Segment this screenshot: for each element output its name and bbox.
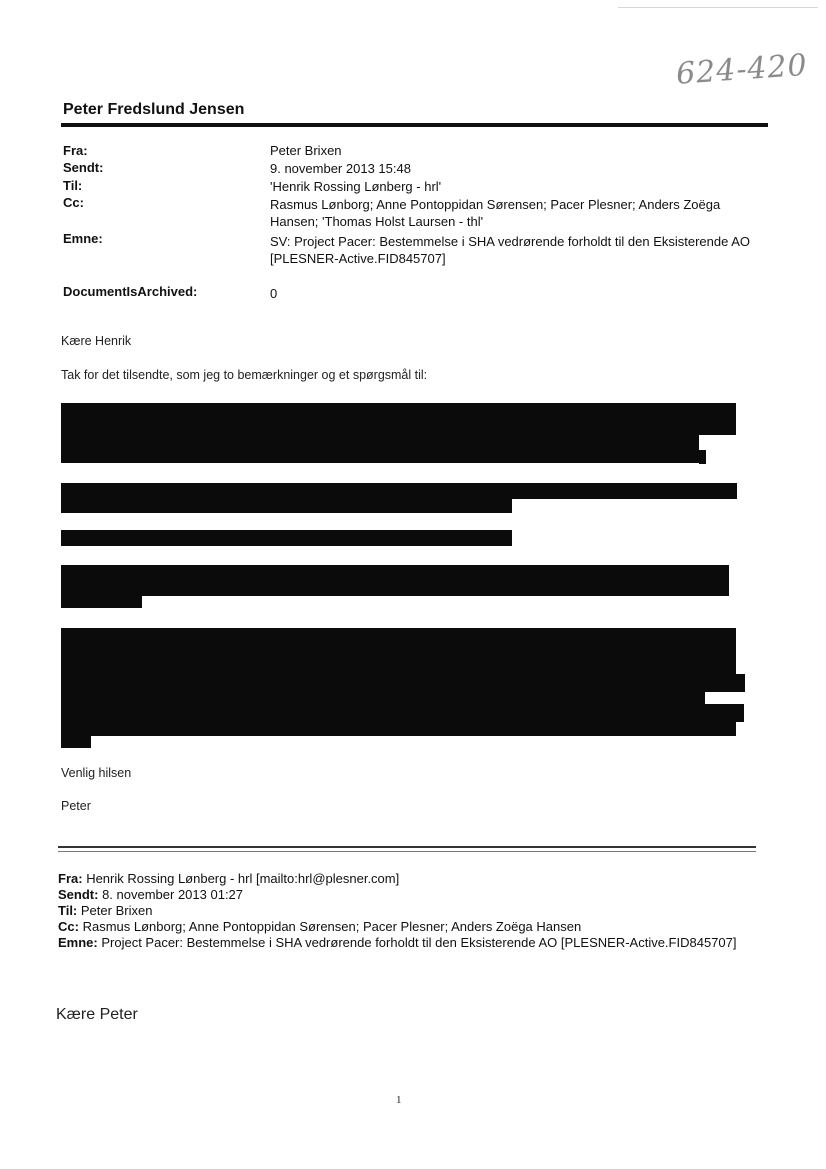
scan-edge-line xyxy=(618,7,818,8)
to-label: Til: xyxy=(63,178,83,193)
archived-label: DocumentIsArchived: xyxy=(63,284,198,299)
page-number: 1 xyxy=(396,1094,402,1106)
cc-value-line2: Hansen; 'Thomas Holst Laursen - thl' xyxy=(270,214,484,229)
closing: Venlig hilsen xyxy=(61,766,132,780)
archived-value: 0 xyxy=(270,286,278,301)
cc-label: Cc: xyxy=(63,195,84,210)
subject-value-line2: [PLESNER-Active.FID845707] xyxy=(270,251,446,266)
salutation: Kære Henrik xyxy=(61,334,132,348)
forwarded-sent: Sendt: 8. november 2013 01:27 xyxy=(58,887,244,902)
separator-line-thin xyxy=(58,851,756,852)
heading-rule xyxy=(61,123,768,127)
sent-label: Sendt: xyxy=(63,160,104,175)
sent-value: 9. november 2013 15:48 xyxy=(270,161,411,176)
separator-line xyxy=(58,846,756,848)
forwarded-cc: Cc: Rasmus Lønborg; Anne Pontoppidan Sørensen; Pacer Plesner; Anders Zoëga Hansen xyxy=(58,919,582,934)
cc-value-line1: Rasmus Lønborg; Anne Pontoppidan Sørensen; Pacer Plesner; Anders Zoëga xyxy=(270,197,721,212)
signature: Peter xyxy=(61,799,91,813)
document-heading: Peter Fredslund Jensen xyxy=(63,101,245,118)
to-value: 'Henrik Rossing Lønberg - hrl' xyxy=(270,179,442,194)
handwritten-stamp: 624-420 xyxy=(674,47,809,92)
forwarded-subject: Emne: Project Pacer: Bestemmelse i SHA vedrørende forholdt til den Eksisterende AO [PLESNER-Active.FID845707] xyxy=(58,935,737,950)
forwarded-salutation: Kære Peter xyxy=(56,1006,138,1023)
from-label: Fra: xyxy=(63,143,88,158)
subject-label: Emne: xyxy=(63,231,103,246)
from-value: Peter Brixen xyxy=(270,143,342,158)
forwarded-to: Til: Peter Brixen xyxy=(58,903,153,918)
subject-value-line1: SV: Project Pacer: Bestemmelse i SHA vedrørende forholdt til den Eksisterende AO xyxy=(270,234,751,249)
forwarded-from: Fra: Henrik Rossing Lønberg - hrl [mailto:hrl@plesner.com] xyxy=(58,871,400,886)
intro-text: Tak for det tilsendte, som jeg to bemærkninger og et spørgsmål til: xyxy=(61,368,428,382)
